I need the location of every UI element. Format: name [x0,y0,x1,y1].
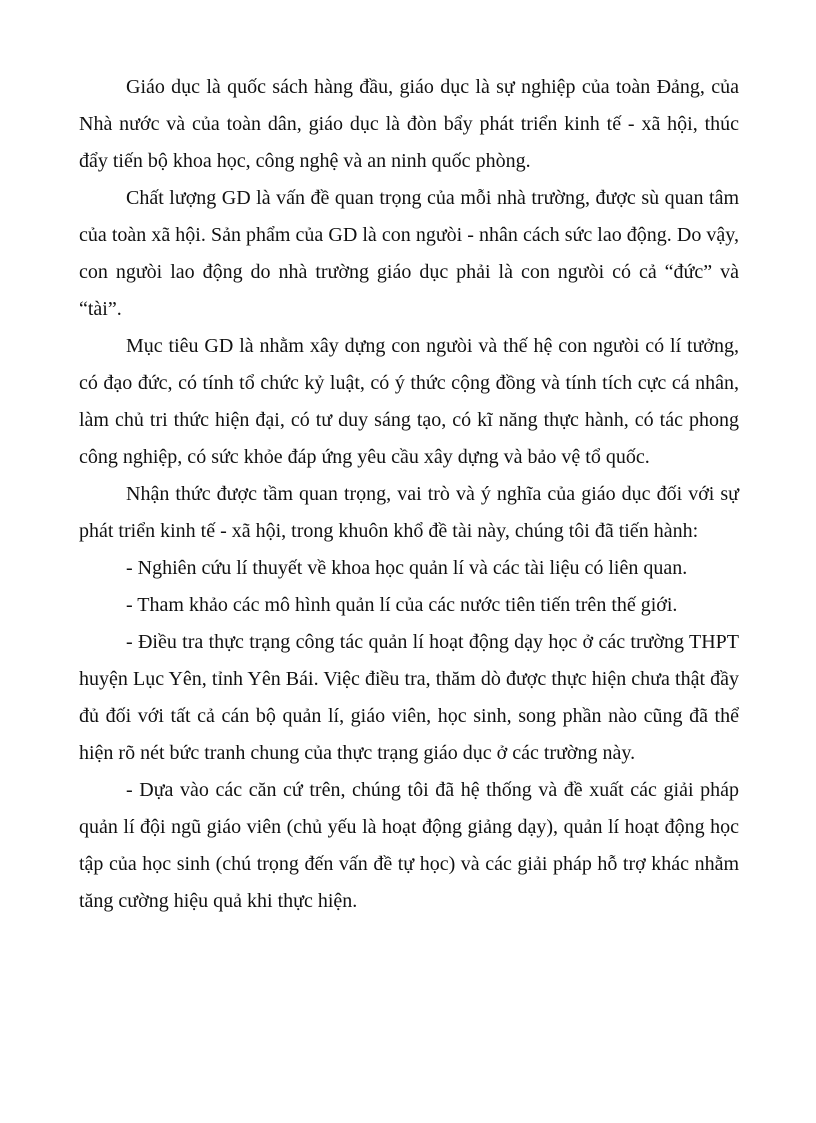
list-item-research-theory: - Nghiên cứu lí thuyết về khoa học quản lí và các tài liệu có liên quan. [126,557,688,579]
list-item-survey: - Điều tra thực trạng công tác quản lí hoạt động dạy học ở các trường THPT huyện Lục Yên, tỉnh Yên Bái. Việc điều tra, thăm dò được thực hiện chưa thật đầy đủ đối với tất cả cán bộ quản lí, giáo viên, học sinh, song phần nào cũng đã thể hiện rõ nét bức tranh chung của thực trạng giáo dục ở các trường này. [79,631,739,764]
paragraph-education-quality: Chất lượng GD là vấn đề quan trọng của mỗi nhà trường, được sù quan tâm của toàn xã hội. Sản phẩm của GD là con ngưòi - nhân cách sức lao động. Do vậy, con ngưòi lao động do nhà trường giáo dục phải là con ngưòi có cả “đức” và “tài”. [79,187,739,320]
list-item-proposals: - Dựa vào các căn cứ trên, chúng tôi đã hệ thống và đề xuất các giải pháp quản lí đội ngũ giáo viên (chủ yếu là hoạt động giảng dạy), quản lí hoạt động học tập của học sinh (chú trọng đến vấn đề tự học) và các giải pháp hỗ trợ khác nhằm tăng cường hiệu quả khi thực hiện. [79,779,739,912]
paragraph-awareness: Nhận thức được tầm quan trọng, vai trò và ý nghĩa của giáo dục đối với sự phát triển kinh tế - xã hội, trong khuôn khổ đề tài này, chúng tôi đã tiến hành: [79,483,739,542]
document-body [79,69,739,920]
paragraph-education-policy: Giáo dục là quốc sách hàng đầu, giáo dục là sự nghiệp của toàn Đảng, của Nhà nước và của toàn dân, giáo dục là đòn bẩy phát triển kinh tế - xã hội, thúc đẩy tiến bộ khoa học, công nghệ và an ninh quốc phòng. [79,76,739,172]
list-item-reference-models: - Tham khảo các mô hình quản lí của các nước tiên tiến trên thế giới. [126,594,678,616]
paragraph-education-goals: Mục tiêu GD là nhằm xây dựng con ngưòi và thế hệ con ngưòi có lí tưởng, có đạo đức, có tính tổ chức kỷ luật, có ý thức cộng đồng và tính tích cực cá nhân, làm chủ tri thức hiện đại, có tư duy sáng tạo, có kĩ năng thực hành, có tác phong công nghiệp, có sức khỏe đáp ứng yêu cầu xây dựng và bảo vệ tổ quốc. [79,335,739,468]
